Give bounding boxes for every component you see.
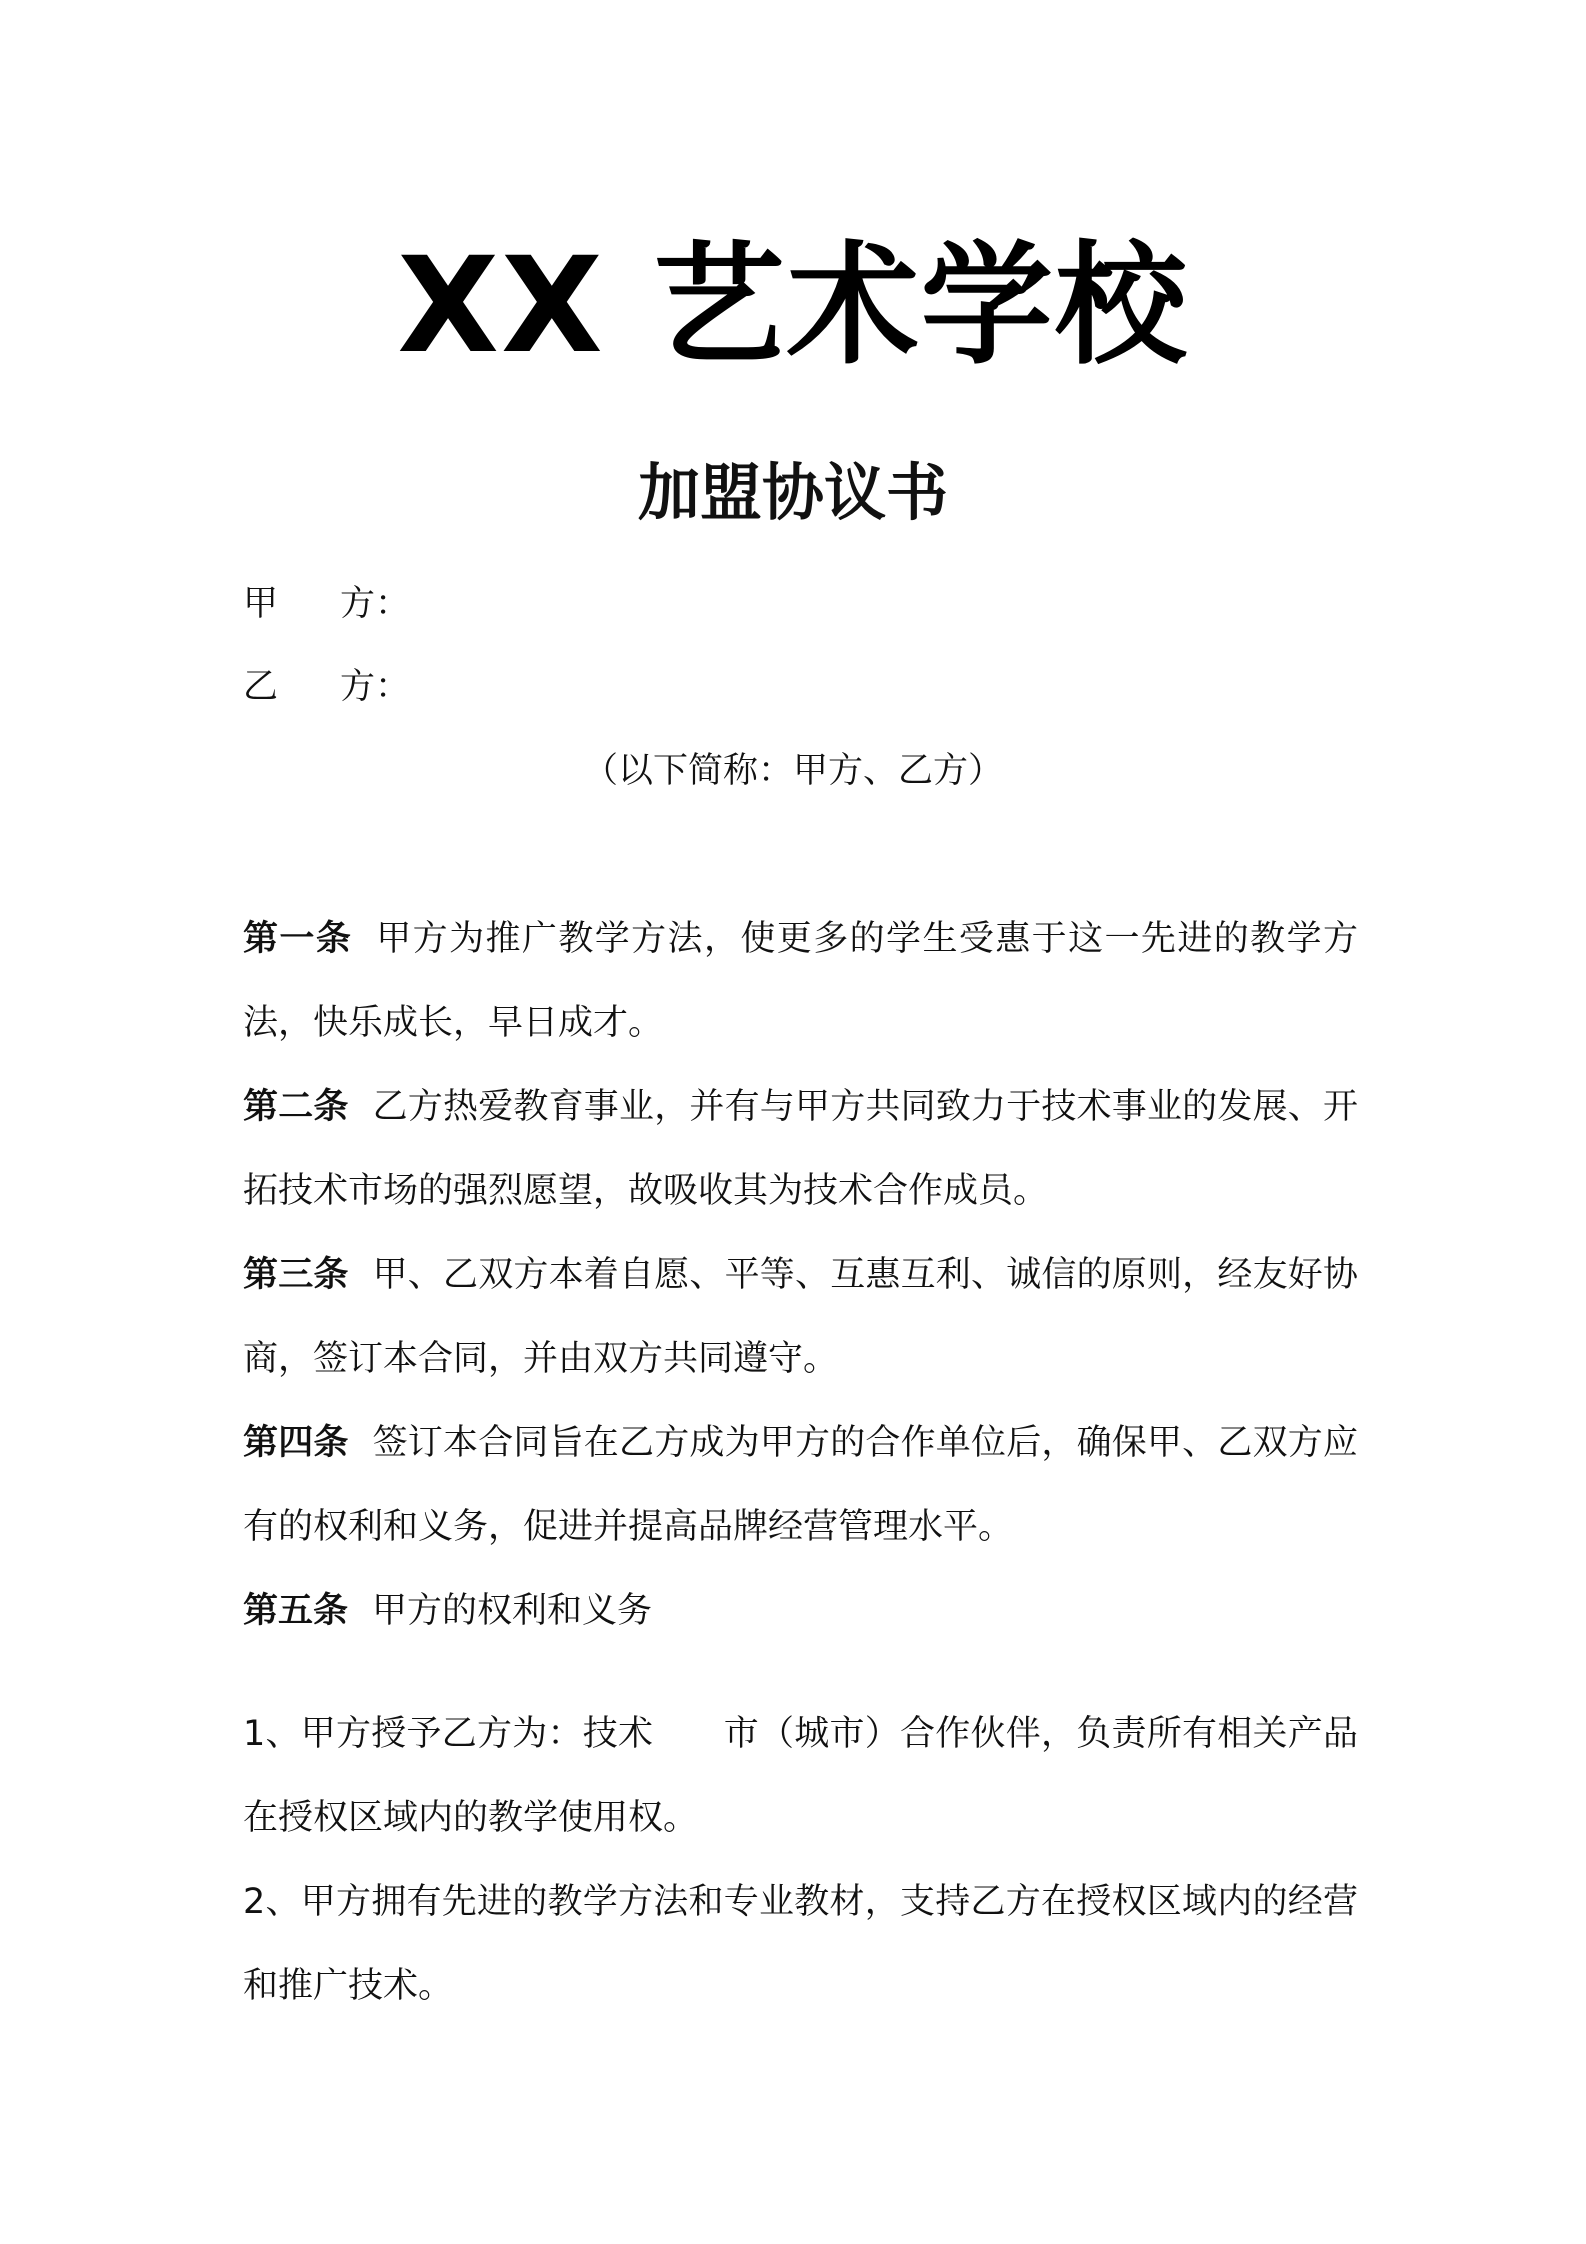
clause-text: 甲方的权利和义务 bbox=[372, 1591, 653, 1631]
clause-number: 第一条 bbox=[243, 919, 353, 959]
party-a-label: 方： bbox=[340, 584, 411, 624]
clause-text: 甲、乙双方本着自愿、平等、互惠互利、诚信的原则，经友好协商，签订本合同，并由双方共同遵守。 bbox=[243, 1255, 1358, 1379]
clause-2 bbox=[243, 1065, 1358, 1233]
clause-1 bbox=[243, 897, 1358, 1065]
clause-number: 第三条 bbox=[243, 1255, 349, 1295]
clause-3 bbox=[243, 1233, 1358, 1401]
clause-list bbox=[243, 897, 1358, 1653]
party-b-label: 方： bbox=[340, 667, 411, 707]
clause-text: 甲方为推广教学方法，使更多的学生受惠于这一先进的教学方法，快乐成长，早日成才。 bbox=[243, 919, 1358, 1043]
school-name: XX 艺术学校 bbox=[397, 229, 1189, 383]
clause-4 bbox=[243, 1401, 1358, 1569]
abbreviation-note: （以下简称：甲方、乙方） bbox=[582, 751, 1003, 791]
party-b-line bbox=[243, 667, 411, 707]
party-b-name: 乙 bbox=[243, 667, 279, 707]
clause-text: 签订本合同旨在乙方成为甲方的合作单位后，确保甲、乙双方应有的权利和义务，促进并提高品牌经营管理水平。 bbox=[243, 1423, 1358, 1547]
document-title: 加盟协议书 bbox=[637, 456, 948, 529]
clause-5 bbox=[243, 1569, 1358, 1653]
obligation-list bbox=[243, 1692, 1358, 2028]
party-a-line bbox=[243, 584, 411, 624]
party-a-name: 甲 bbox=[243, 584, 279, 624]
clause-text: 乙方热爱教育事业，并有与甲方共同致力于技术事业的发展、开拓技术市场的强烈愿望，故吸收其为技术合作成员。 bbox=[243, 1087, 1358, 1211]
clause-number: 第四条 bbox=[243, 1423, 349, 1463]
clause-number: 第二条 bbox=[243, 1087, 349, 1127]
list-item: 2、甲方拥有先进的教学方法和专业教材，支持乙方在授权区域内的经营和推广技术。 bbox=[243, 1882, 1358, 2006]
list-item: 1、甲方授予乙方为：技术 市（城市）合作伙伴，负责所有相关产品在授权区域内的教学使用权。 bbox=[243, 1714, 1358, 1838]
clause-number: 第五条 bbox=[243, 1591, 349, 1631]
